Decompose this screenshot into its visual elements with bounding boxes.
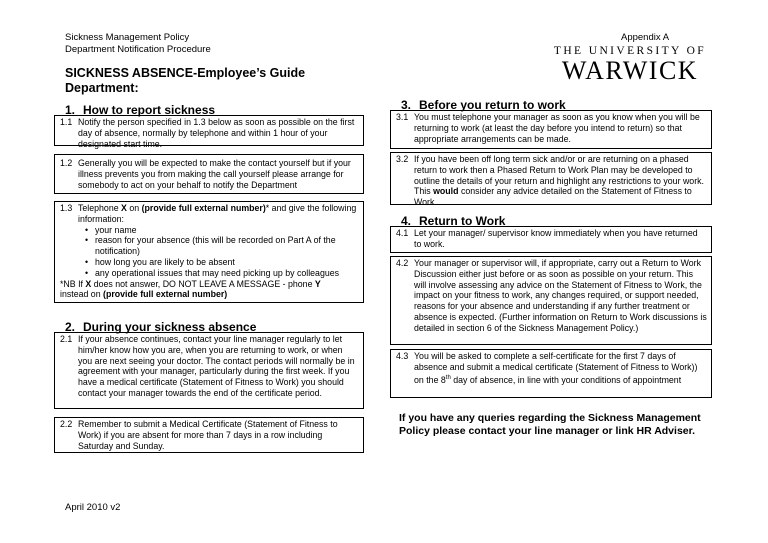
version-footer: April 2010 v2 bbox=[65, 502, 121, 513]
section-2-2-box bbox=[54, 417, 364, 453]
section-3-2-box bbox=[390, 152, 712, 208]
section-4-1-box bbox=[390, 226, 712, 253]
paragraph-1-3: 1.3 Telephone X on (provide full external number)* and give the following information: • your name • reason for your absence (this will be recorded on Part A of the notification) • how long you are likely to be absent • any operational issues that may need picking up by colleagues bbox=[60, 203, 359, 279]
section-3-heading: 3. Before you return to work bbox=[401, 98, 566, 112]
section-2-1-box bbox=[54, 332, 364, 409]
university-logo bbox=[552, 45, 708, 84]
list-item: • how long you are likely to be absent bbox=[82, 257, 359, 268]
contact-info-list bbox=[82, 225, 359, 279]
appendix-label: Appendix A bbox=[621, 32, 670, 43]
paragraph-2-1: 2.1 If your absence continues, contact your line manager regularly to let him/her know how you are, when you are returning to work, or when you are next seeing your doctor. The contact periods will normally be in agreement with your manager, particularly during the first week. If you have a medical certificate (Statement of Fitness to Work) you should contact your manager towards the end of the certificate period. bbox=[60, 334, 355, 398]
section-1-heading: 1. How to report sickness bbox=[65, 103, 216, 117]
policy-name: Sickness Management Policy bbox=[65, 32, 190, 43]
department-label: Department: bbox=[65, 81, 139, 95]
section-4-heading: 4. Return to Work bbox=[401, 214, 506, 228]
document-title bbox=[65, 66, 305, 96]
section-1-1-box bbox=[54, 115, 364, 149]
paragraph-4-3: 4.3 You will be asked to complete a self-certificate for the first 7 days of absence and submit a medical certificate (Statement of Fitness to Work)) on the 8th day of absence, in line with your conditions of appointment bbox=[396, 351, 698, 385]
page-title: SICKNESS ABSENCE-Employee’s Guide bbox=[65, 66, 306, 80]
list-item: • reason for your absence (this will be recorded on Part A of the notification) bbox=[82, 235, 359, 257]
section-1-3-box bbox=[54, 201, 364, 303]
section-1-2-box bbox=[54, 154, 364, 194]
paragraph-3-2: 3.2 If you have been off long term sick and/or or are returning on a phased return to work then a Phased Return to Work Plan may be developed to outline the details of your return and highlight any restrictions to your work. This would consider any advice detailed on the Statement of Fitness to Work. bbox=[396, 154, 704, 208]
nb-note: *NB If X does not answer, DO NOT LEAVE A MESSAGE - phone Y instead on (provide full external number) bbox=[60, 278, 321, 300]
logo-top-text: THE UNIVERSITY OF bbox=[553, 45, 707, 57]
closing-note: If you have any queries regarding the Sickness Management Policy please contact your line manager or link HR Adviser. bbox=[399, 412, 701, 437]
section-4-3-box bbox=[390, 349, 712, 398]
list-item: • any operational issues that may need picking up by colleagues bbox=[82, 268, 359, 279]
list-item: • your name bbox=[82, 225, 359, 236]
paragraph-3-1: 3.1 You must telephone your manager as soon as you know when you will be returning to work (at least the day before you intend to return) so that appropriate arrangements can be made. bbox=[396, 112, 700, 144]
section-2-heading: 2. During your sickness absence bbox=[65, 320, 257, 334]
paragraph-4-1: 4.1 Let your manager/ supervisor know immediately when you have returned to work. bbox=[396, 228, 698, 249]
section-3-1-box bbox=[390, 110, 712, 149]
procedure-name: Department Notification Procedure bbox=[65, 43, 211, 55]
paragraph-2-2: 2.2 Remember to submit a Medical Certificate (Statement of Fitness to Work) if you are absent for more than 7 days in a row including Saturday and Sunday. bbox=[60, 419, 338, 451]
logo-main-text: WARWICK bbox=[561, 56, 699, 85]
section-4-2-box bbox=[390, 256, 712, 345]
paragraph-4-2: 4.2 Your manager or supervisor will, if appropriate, carry out a Return to Work Discussion either just before or as soon as possible on your return. This will involve assessing any advice on the Statement of Fitness to Work, the impact on your fitness to work, any changes required, or support needed, reasons for your absence and understanding if any further treatment or absence is expected. (Further information on Return to Work discussions is detailed in section 6 of the Sickness Management Policy.) bbox=[396, 258, 707, 333]
document-header bbox=[65, 32, 211, 55]
paragraph-1-2: 1.2 Generally you will be expected to make the contact yourself but if your illness prevents you from making the call yourself please arrange for somebody to act on your behalf to notify the Department bbox=[60, 158, 351, 190]
paragraph-1-1: 1.1 Notify the person specified in 1.3 below as soon as possible on the first day of absence, normally by telephone and within 1 hour of your designated start time. bbox=[60, 117, 355, 149]
